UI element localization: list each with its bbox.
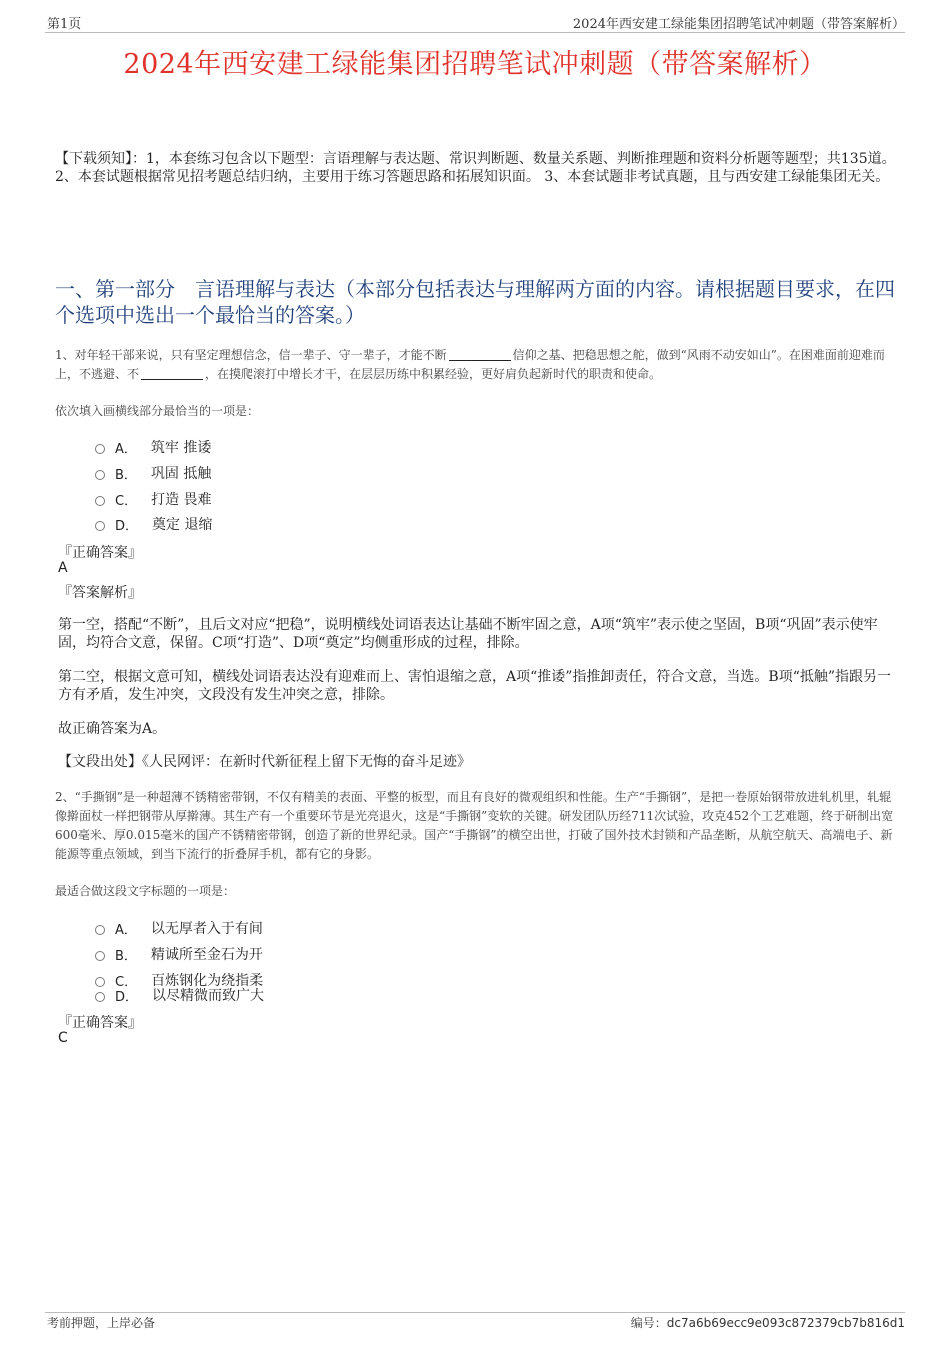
q2-option-d[interactable] [95, 985, 264, 1005]
q1-option-a[interactable] [95, 437, 211, 457]
radio-icon[interactable] [95, 925, 105, 935]
option-text: 百炼钢化为绕指柔 [151, 973, 264, 989]
option-letter: C． [115, 974, 138, 990]
option-letter: B． [115, 467, 137, 483]
radio-icon[interactable] [95, 470, 105, 480]
download-notice: 【下载须知】：1，本套练习包含以下题型：言语理解与表达题、常识判断题、数量关系题、判断推理题和资料分析题等题型；共135道。 2、本套试题根据常见招考题总结归纳，主要用于练习答题思路和拓展知识面。 3、本套试题非考试真题，且与西安建工绿能集团无关。 [55, 151, 896, 185]
footer-code [631, 1314, 905, 1331]
running-header-title: 2024年西安建工绿能集团招聘笔试冲刺题（带答案解析） [572, 17, 905, 32]
radio-icon[interactable] [95, 951, 105, 961]
question-2-text: 2、“手撕钢”是一种超薄不锈精密带钢，不仅有精美的表面、平整的板型，而且有良好的微观组织和性能。生产“手撕钢”，是把一卷原始钢带放进轧机里，轧辊像擀面杖一样把钢带从厚擀薄。其生产有一个重要环节是光亮退火，这是“手撕钢”变软的关键。研发团队历经711次试验，攻克452个工艺难题，终于研制出宽600毫米、厚0.015毫米的国产不锈精密带钢，创造了新的世界纪录。国产“手撕钢”的横空出世，打破了国外技术封锁和产品垄断，从航空航天、高端电子、新能源等重点领域，到当下流行的折叠屏手机，都有它的身影。 [55, 790, 894, 861]
q1-source: 【文段出处】《人民网评：在新时代新征程上留下无悔的奋斗足迹》 [58, 754, 471, 770]
option-text: 奠定 退缩 [152, 517, 213, 533]
question-2-prompt: 最适合做这段文字标题的一项是： [55, 884, 236, 898]
q1-option-c[interactable] [95, 489, 212, 509]
q1-text-part-a: 1、对年轻干部来说，只有坚定理想信念，信一辈子、守一辈子，才能不断 [55, 348, 447, 362]
q1-analysis-label: 『答案解析』 [58, 585, 142, 601]
question-1-prompt: 依次填入画横线部分最恰当的一项是： [55, 404, 260, 418]
option-letter: A． [115, 441, 137, 457]
q2-answer-label: 『正确答案』 [58, 1015, 142, 1031]
radio-icon[interactable] [95, 992, 105, 1002]
radio-icon[interactable] [95, 521, 105, 531]
code-label: 编号： [630, 1316, 667, 1330]
footer-divider [45, 1312, 905, 1313]
document-title: 2024年西安建工绿能集团招聘笔试冲刺题（带答案解析） [123, 49, 827, 80]
q1-option-b[interactable] [95, 463, 211, 483]
q1-answer: A [58, 560, 68, 576]
q1-text-part-c: ，在摸爬滚打中增长才干，在层层历练中积累经验，更好肩负起新时代的职责和使命。 [205, 367, 662, 381]
section-heading: 一、第一部分 言语理解与表达（本部分包括表达与理解两方面的内容。请根据题目要求，在四个选项中选出一个最恰当的答案。） [55, 277, 895, 327]
option-letter: D． [115, 989, 139, 1005]
option-letter: A． [115, 922, 137, 938]
q1-analysis-paragraph-1: 第一空，搭配“不断”，且后文对应“把稳”，说明横线处词语表达让基础不断牢固之意，A项“筑牢”表示使之坚固，B项“巩固”表示使牢固，均符合文意，保留。C项“打造”、D项“奠定”均侧重形成的过程，排除。 [58, 617, 878, 651]
option-text: 打造 畏难 [151, 492, 212, 508]
q1-conclusion: 故正确答案为A。 [58, 721, 167, 737]
fill-blank-1 [449, 348, 511, 361]
radio-icon[interactable] [95, 444, 105, 454]
fill-blank-2 [141, 367, 203, 380]
footer-slogan: 考前押题，上岸必备 [47, 1316, 156, 1330]
code-value: dc7a6b69ecc9e093c872379cb7b816d1 [666, 1316, 905, 1330]
option-text: 精诚所至金石为开 [150, 947, 263, 963]
q2-option-b[interactable] [95, 944, 263, 964]
radio-icon[interactable] [95, 496, 105, 506]
q1-option-d[interactable] [95, 514, 212, 534]
option-text: 筑牢 推诿 [150, 440, 212, 456]
option-text: 以无厚者入于有间 [150, 921, 263, 937]
q2-answer: C [58, 1030, 68, 1046]
q1-analysis-paragraph-2: 第二空，根据文意可知，横线处词语表达没有迎难而上、害怕退缩之意，A项“推诿”指推卸责任，符合文意，当选。B项“抵触”指跟另一方有矛盾，发生冲突，文段没有发生冲突之意，排除。 [58, 669, 892, 703]
question-1-text [55, 346, 900, 384]
option-letter: B． [115, 948, 137, 964]
header-divider [45, 32, 905, 33]
q1-answer-label: 『正确答案』 [58, 545, 142, 561]
option-text: 巩固 抵触 [150, 466, 212, 482]
option-letter: C． [115, 493, 138, 509]
option-text: 以尽精微而致广大 [152, 988, 265, 1004]
q1-text-part-b: 信仰之基、把稳思想之舵，做到“风雨不动安如山”。在困难面前迎难而上，不逃避、不 [55, 348, 885, 381]
option-letter: D． [115, 518, 139, 534]
page-number: 第1页 [47, 17, 82, 32]
q2-option-a[interactable] [95, 918, 263, 938]
